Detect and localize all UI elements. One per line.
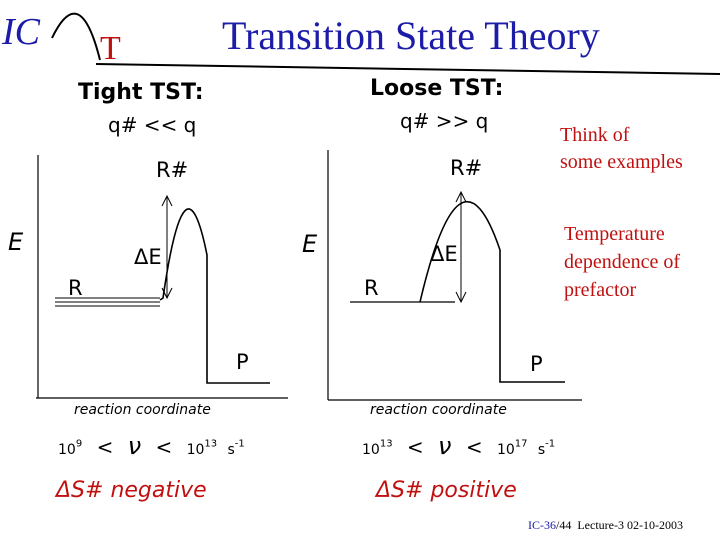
right-unit: s	[537, 442, 546, 458]
left-entropy: ΔS# negative	[56, 478, 207, 503]
note-think	[560, 122, 683, 176]
left-lt2: <	[155, 435, 173, 459]
note-temperature-line-1: Temperature	[564, 223, 665, 245]
note-temperature-line-3: prefactor	[564, 279, 637, 301]
right-freq-high: 10	[496, 442, 515, 458]
left-freq-high-exp: 13	[204, 438, 218, 450]
note-temperature-line-2: dependence of	[564, 251, 681, 273]
footer-slide: /44	[556, 518, 572, 532]
right-entropy: ΔS# positive	[376, 478, 517, 503]
footer-course: IC-36	[528, 518, 556, 532]
left-energy-curve	[160, 209, 270, 383]
right-lt2: <	[465, 435, 483, 459]
tight-q-relation: q# << q	[108, 113, 197, 137]
right-energy-axis-label: E	[302, 230, 318, 258]
page-title: Transition State Theory	[222, 13, 600, 58]
right-product-label: P	[530, 352, 543, 376]
left-r-sharp: R#	[156, 158, 189, 182]
logo-t: T	[100, 30, 121, 67]
note-think-line-2: some examples	[560, 151, 683, 173]
left-energy-axis-label: E	[8, 228, 24, 256]
footer	[528, 518, 683, 533]
left-unit-exp: -1	[234, 438, 245, 450]
right-lt1: <	[406, 435, 424, 459]
right-r-sharp: R#	[450, 156, 483, 180]
tight-tst-heading: Tight TST:	[78, 80, 204, 105]
left-nu: ν	[127, 432, 142, 460]
left-unit: s	[227, 442, 235, 458]
right-freq-low-exp: 13	[379, 438, 393, 450]
left-reaction-coordinate: reaction coordinate	[74, 402, 211, 418]
right-unit-exp: -1	[545, 438, 556, 450]
left-delta-e: ΔE	[134, 245, 162, 269]
right-energy-curve	[420, 202, 565, 382]
left-reactant-label: R	[68, 276, 83, 300]
loose-tst-heading: Loose TST:	[370, 76, 504, 101]
note-temperature	[564, 220, 680, 304]
left-product-label: P	[236, 350, 249, 374]
right-delta-e: ΔE	[430, 242, 458, 266]
left-freq-high: 10	[186, 442, 205, 458]
left-frequency-range	[58, 432, 245, 460]
right-reaction-coordinate: reaction coordinate	[370, 402, 507, 418]
left-lt1: <	[96, 435, 114, 459]
note-think-line-1: Think of	[560, 124, 630, 146]
loose-q-relation: q# >> q	[400, 109, 489, 133]
logo-arc	[52, 14, 100, 60]
right-freq-low: 10	[362, 442, 380, 458]
left-freq-low-exp: 9	[75, 438, 83, 450]
right-nu: ν	[438, 432, 452, 460]
right-freq-high-exp: 17	[514, 438, 528, 450]
right-frequency-range	[362, 432, 555, 460]
right-reactant-label: R	[364, 276, 379, 300]
footer-lecture: Lecture-3 02-10-2003	[577, 518, 683, 532]
left-freq-low: 10	[58, 442, 76, 458]
title-underline	[96, 64, 720, 74]
logo-ic: IC	[2, 11, 40, 53]
